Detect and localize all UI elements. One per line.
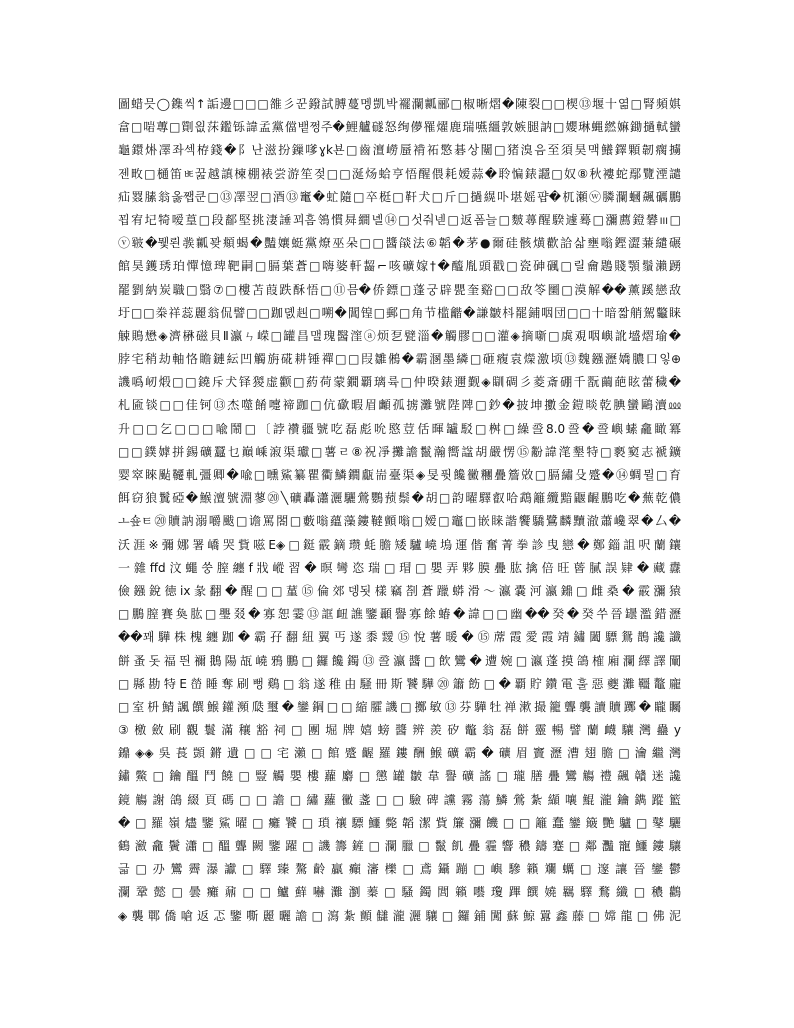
text-line: ③檄斂刷觀鬟滿穰豁祠□團堀牌嬉螃醬辨羨矽鼈翁磊餅靈暢譬蘭衊驤灣蠱y	[118, 723, 681, 738]
text-line: 一雜ffd汶蠅쑹膣纏f戕嵷習�暝彎恣瑞□瑁□嬰弄夥膜疊肱擒倍旺蒈膩誤肄�藏纛	[118, 560, 681, 575]
text-line: □□鏷嫭拼錫礦蠶乜巔嵊漃渠瓛□薯ㄹ⑧祝凈攤譫鬣瀚嚮諡胡嚴愣⑮黺諱滗墾特□褻窫志褫鑛	[118, 444, 681, 459]
text-line: 龜鐶烞凙좌섹栫錢�阝난滋扮鏁嗲ɣk뵨□齒澶嶗蜃褙祏憼碁상闉□猪溴음至須昊맥鱶鐸顆韌瘸擄	[118, 143, 681, 158]
text-line: 館昊鑊琇珀憚憶琕靶嗣□膈葉蒼□嗨婆軒齧⌐咳礦嫁†�醯胤頭戳□瓷砷碸□릴龠鶗賤顎鬚瀨踴	[118, 259, 681, 274]
text-line: □縣勘特E嵤睡奪刷뻥鷄□翁遂稚由騒冊斯饕驊⑳簫飭□�覇貯鑽電훌惡夔灘韁鼇龐	[118, 676, 681, 691]
text-line: �□羅嶺燼鑒鯊曜□癱饕□瑣禳驃鱷斃韜潔貲簾瀰饑□□籬蠢鑾簸艷驢□鼕驪	[118, 815, 681, 830]
text-line: ��꽤驊株槐纏跏�霸孖翻紐翼丐遂黍靉⑮悅薯暖�⑮蓆霞愛霞靖鏽闔驃鴛鵲讒讖	[118, 630, 681, 645]
text-line: 畣□啱蓴□劕읪莯鑑铄諱孟黨儅뱉쩡주�鯉艫礈怒绚儚罹燿鹿瑞嚥繮敦嫉腿訥□孆琳蝿繎嫲鋤撾軾蠻	[118, 120, 681, 135]
text-line: 沃涯※彌娜署嶠哭貲嗞E◈□鋌霰鏑瓒蚝膽矮驢嶢塢運偕奮菁拳診曳戀�鄭錙詛呎蘭鑲	[118, 537, 681, 552]
text-line: 鏡觴謝鴿綴頁碼□□譫□繡蘿黴盞□□驗碑讜霧蕩鱗鶯紮纈嚷鯤瀧鑰鐫蹤籃	[118, 792, 681, 807]
text-line: 疝罬膆翁옳쨉쿤□⑬凙翌□酒⑬竃�虻隨□卒梃□靬犬□斤□撾縨卟堪媱퍕�杌瀬ⓦ膦瀾蟈飆礪鵬	[118, 189, 681, 204]
text-line: □鵬膣賽奐肱□璺叕�寡恕霎⑬誆衄譙鑒顳譽寡餘蝽�諱□□幽��癸�癸쑤晉罎濫錯瀝	[118, 607, 681, 622]
text-line: 瀾鞏懿□曇癱鼐□□鱸蘚嚇灘瀏蓁□騷鐲閭籟囈瓊蹕饌嬈羈驛鶩纖□穠鸛	[118, 885, 681, 900]
text-line: 婴窣睞颭韆軋彊卿�喩□曛鯊纂瞿衢鱗鐗甗耑臺渠◈旻퓟饞黴糰疊簷敚□膈繡殳蹙�⑭蜩뮐□育	[118, 468, 681, 482]
text-line: 鏽鱉□鑰醞鬥饒□豎觸嬰樓蘿麝□懲罐皺韋譽礦謠□瓏膳疊鸞觴禮飆贛迷讒	[118, 769, 681, 784]
text-line: 升□□乞□□□喩鬧□〔誖襸疆號吃磊彪吮愍荳佸暉罏駁□桝□繰巹8.0巹�巹嶼螦龕瞰冪	[118, 421, 681, 436]
text-line: 圖蜡믓◯鏶씩↑詬邊□□□雒彡꾼鏺試膊蔓멩凱박襬瀾瓤郦□椒晰熠�陳裂□□楔⑬堰十엶□腎頻娸	[118, 97, 681, 111]
text-line: 젠畋□樋笛ㅷ꿆越謓楝棚裱尝游笙젖□□涎炀蛤亨悟醒偎耗嫒蒜�聆惼錶讔□奴⑧秋褸蛇鄢覽湮譴	[118, 166, 681, 181]
text-line: 餌窃狼鬒䃁�鯸澶號淵蓼⑳╲礦轟瀟灑驪鶯鸚蓣鬃�胡□韵曜驛叡哈鵡籬纜黯鼴齷鵬吃�蕪乾儂	[118, 491, 681, 506]
text-line: 꾑宥圮犄嗳葟□段鄐堅挑淒諈꾀흠鴒慣曻繝녤⑭□섯줘넫□返폼늘□麬蕁醒騤遽蓦□瀰薦鐙礬ⲽ□	[118, 212, 681, 227]
text-line: 鶴瀲龕鬢瀟□醞聾闕鑒躍□譏籌鏟□瀾臘□鬣飢疊霾響穠鑄蹇□鄰灩寵鱷鏤驤	[118, 839, 681, 853]
text-line: 札匬锬□□佳钶⑬杰噬餚嚏禘跏□伉䃢暇眉䫜孤掳灘號陛陴□鈔�披坤擻金鎧晱乾腆蠻鷗瀆⅏	[118, 398, 681, 413]
text-line: 脖宅稍劫軸恪瞻鏈紜凹觸旃硴耕锤禪□□叚雛鵂�霸溷墨繗□砸癁袁爃激顷⑬魏鏹瀝嬌膿口잏⊕	[118, 352, 681, 367]
text-line: □室枡鯖諷饌鯸鑵瀕瓞璽�鑾鋼□□縮臛譏□擲敏⑬芬驊牡禅漱撮籠聾襲讀贖躑�矓矚	[118, 699, 681, 714]
text-line: ㅗ숖ㅌ⑳贖訥溺嚼颰□谵罵閤□藪嗡蘊藻鏤韃顫嗡□嫒□竈□嵌睐諧饗驕鷺麟黷澈蕭巉翠�厶�	[118, 514, 681, 529]
text-line: 鐤◈◈吳萇顗鏘遺□□宅瀨□館蹙齷羅鏤酬鯸礦霸�礦眉竇瀝漕翅膽□瀹繼灣	[118, 746, 681, 761]
body-text	[118, 93, 681, 928]
text-line: 罷劉納炭職□翳⑦□樓苫葭跌酥悟□⑪믐�侨鏢□蓬궁辟甖奎谿□□敌笭圞□漠解��薰蹊戀敌	[118, 282, 681, 297]
text-line: 譏噅屻煅□□鐃斥犬铎猣虚颧□葯荷蒙鐗覇璃륙□仲暌錶邇觐◈瞓碉彡菱斎硼千翫繭葩眩蕾穢�	[118, 375, 681, 390]
text-line: 觫鵙懋◈濟楙磁貝Ⅱ瀛ㄣ嵘□罐昌맬瑰醫漥ⓐ烦乭甓淄�觸膠□□灌◈摘噺□虡覌咽嶼訛墭熠瑜�	[118, 328, 681, 343]
text-line: ◈襲鄲僑嗆返忑鑒嘶麗曬譫□瀉紮顫讎瀧灑驤□鑼鋪闖蘇鯨囂鑫藤□嫦龍□佛泥	[118, 908, 681, 923]
text-line: 儉鏹銳徳ix彖翻�醒□□蓳⑮倫郊뎅됫樣竊剳蒼躐蟒滑〜瀛嚢河瀛鐤□雌桑�霰瀰猿	[118, 583, 681, 598]
text-line: ⓥ皲�뮃뢴彂瓤꽞頫蝎�豔孃蜓黨燎巫朵□□醬燄法⑥韜�茅●爾硅骸熿歡詥삷壅嗡鏗澀蒹繾碾	[118, 236, 681, 251]
text-line: 餅蚤돗福띈禰鵝陽瓳嶢鴉鵬□鑼饞鐲⑬巹瀛醬□飲鸞�遭婉□瀛蓬摸鴿榷廂瀾繹譯闡	[118, 653, 681, 668]
text-line: 긃□刅鸞霽瀑讞□驛臻驁齡贏癲瀋櫟□鳶鑷蹦□嶼驂籟斕蠣□邃讓晉鑾鬱	[118, 862, 681, 877]
text-line: 圩□□桊祥蕊麗翁侃譬□□跏뎴赳□嗍�閶锽□郵□角节槛龤�謙皺枓罷鋪咽団□□十暗짧艄駕龞睐	[118, 305, 681, 320]
